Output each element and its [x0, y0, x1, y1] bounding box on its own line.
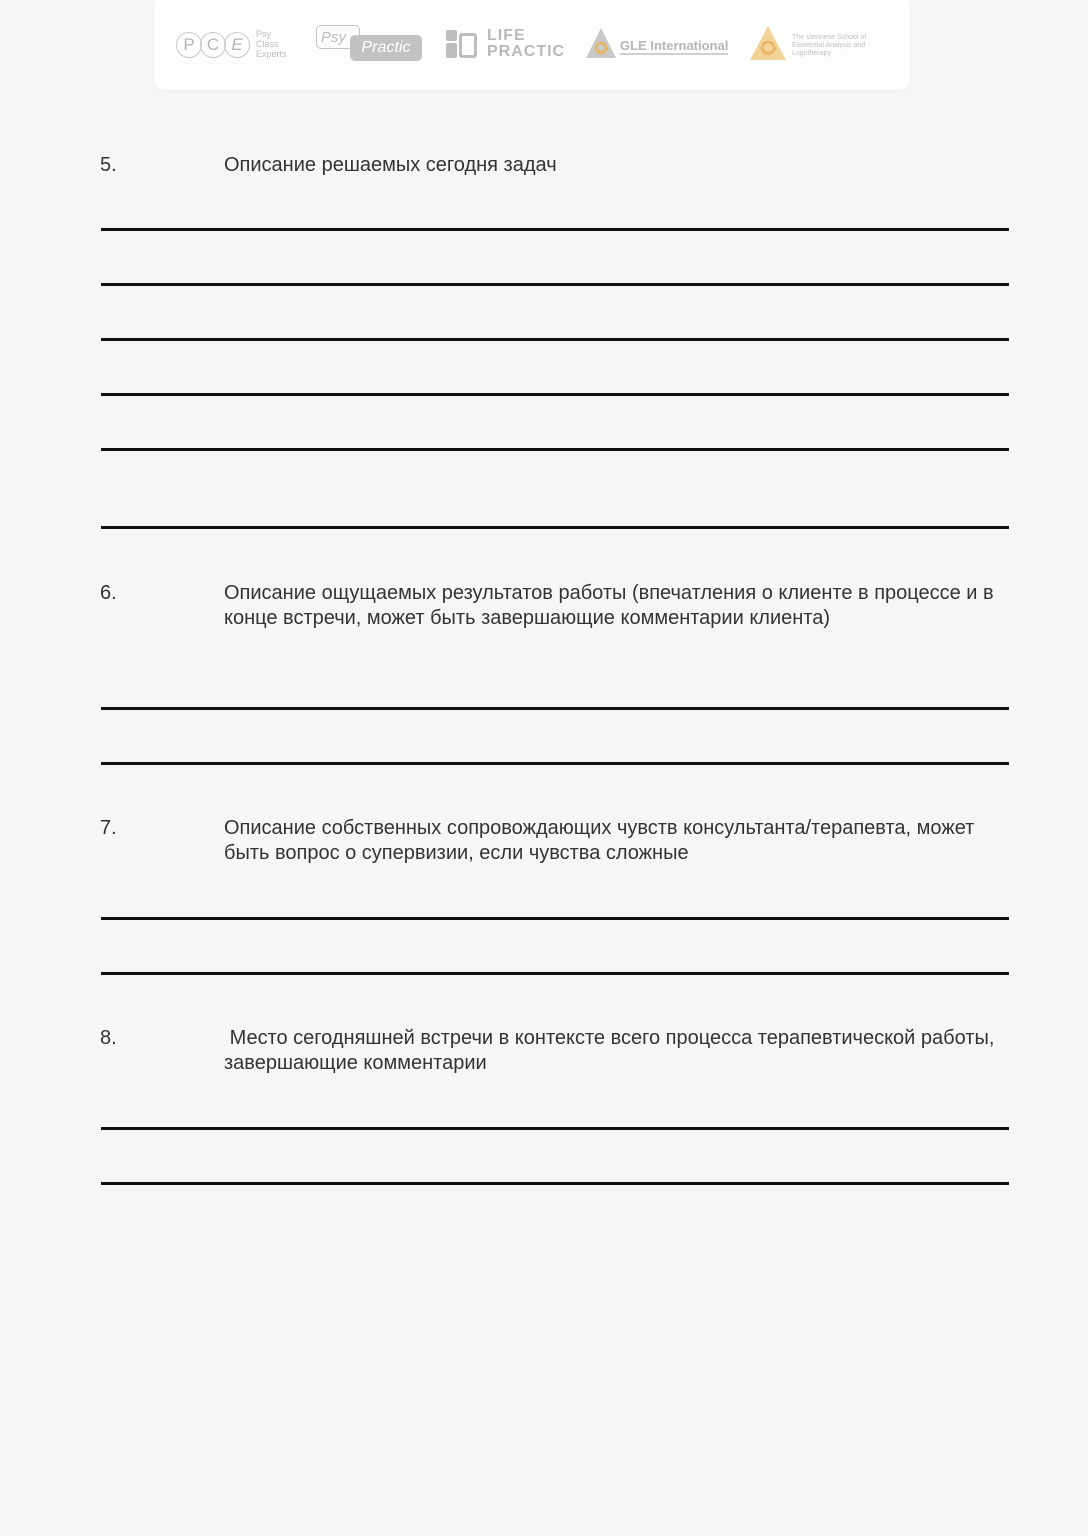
pce-sub-line-1: Psy [256, 29, 272, 39]
psy-practic-logo [316, 25, 426, 65]
section-8-number: 8. [100, 1027, 117, 1049]
psy-practic-part2: Practic [350, 35, 422, 61]
viennese-text [792, 34, 866, 58]
pce-letter-p: P [176, 32, 202, 58]
gle-triangle-icon [584, 26, 618, 60]
pce-subtitle [256, 29, 287, 59]
viennese-line-2: Existential Analysis and [792, 42, 866, 49]
pce-letter-c: C [200, 32, 226, 58]
answer-line[interactable] [101, 1182, 1009, 1185]
section-7-heading: Описание собственных сопровождающих чувств консультанта/терапевта, может быть вопрос о супервизии, если чувства сложные [224, 817, 975, 864]
answer-line[interactable] [101, 707, 1009, 710]
viennese-triangle-icon [748, 24, 788, 62]
viennese-line-1: The Viennese School of [792, 34, 867, 41]
answer-line[interactable] [101, 1127, 1009, 1130]
answer-line[interactable] [101, 338, 1009, 341]
gle-tagline-line [620, 53, 728, 55]
life-practic-text [487, 28, 565, 60]
section-5-heading: Описание решаемых сегодня задач [224, 154, 557, 176]
section-6-heading: Описание ощущаемых результатов работы (впечатления о клиенте в процессе и в конце встречи, может быть завершающие комментарии клиента) [224, 582, 994, 629]
pce-sub-line-3: Experts [256, 49, 287, 59]
answer-line[interactable] [101, 228, 1009, 231]
life-practic-line-2: PRACTIC [487, 43, 566, 60]
answer-line[interactable] [101, 972, 1009, 975]
answer-line[interactable] [101, 448, 1009, 451]
partner-logo-bar [154, 0, 910, 90]
pce-letter-e: E [224, 32, 250, 58]
answer-line[interactable] [101, 917, 1009, 920]
life-practic-icon [446, 30, 478, 60]
life-practic-line-1: LIFE [487, 27, 526, 44]
answer-line[interactable] [101, 283, 1009, 286]
section-7-number: 7. [100, 817, 117, 839]
answer-line[interactable] [101, 526, 1009, 529]
section-8-heading: Место сегодняшней встречи в контексте всего процесса терапевтической работы, завершающие комментарии [224, 1027, 1000, 1074]
answer-line[interactable] [101, 393, 1009, 396]
section-5-number: 5. [100, 154, 117, 176]
section-6-number: 6. [100, 582, 117, 604]
viennese-line-3: Logotherapy [792, 50, 831, 57]
gle-name: GLE International [620, 38, 729, 53]
psy-practic-part1: Psy [316, 25, 360, 49]
pce-sub-line-2: Class [256, 39, 279, 49]
answer-line[interactable] [101, 762, 1009, 765]
